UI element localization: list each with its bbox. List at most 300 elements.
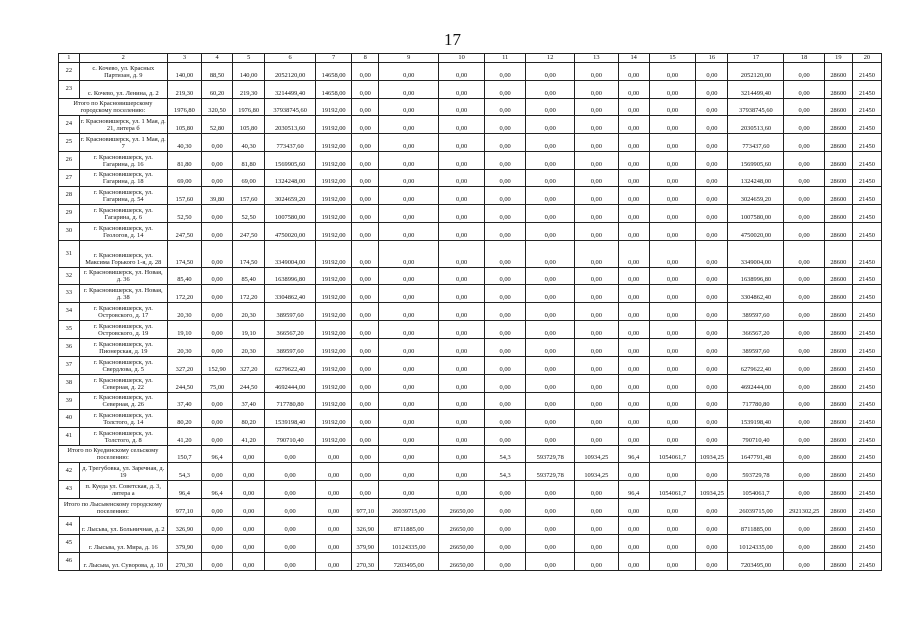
- table-cell: 52,80: [202, 116, 233, 134]
- table-cell: 0,00: [575, 375, 619, 393]
- table-row: [59, 481, 882, 499]
- page-number: 17: [444, 30, 461, 49]
- table-cell: 0,00: [379, 187, 439, 205]
- table-cell: 150,7: [167, 446, 201, 463]
- table-cell: 4692444,00: [265, 375, 316, 393]
- table-cell: 28600: [824, 241, 852, 268]
- table-cell: 0,00: [784, 152, 824, 170]
- table-cell: 0,00: [439, 357, 485, 375]
- table-cell: 0,00: [784, 187, 824, 205]
- table-cell: 0,00: [618, 553, 649, 571]
- address-cell: г. Лысьва, ул. Больничная, д. 2: [79, 517, 167, 535]
- table-cell: 0,00: [618, 285, 649, 303]
- table-cell: 0,00: [649, 463, 696, 481]
- table-cell: 0,00: [575, 170, 619, 187]
- table-cell: 28600: [824, 134, 852, 152]
- table-cell: 3024659,20: [265, 187, 316, 205]
- table-cell: 19192,00: [316, 375, 352, 393]
- table-cell: 593729,78: [526, 463, 575, 481]
- table-cell: 0,00: [784, 205, 824, 223]
- row-number: 22: [59, 63, 80, 81]
- table-cell: 0,00: [379, 205, 439, 223]
- table-cell: 0,00: [484, 428, 525, 446]
- table-cell: 0,00: [649, 535, 696, 553]
- table-cell: 0,00: [696, 152, 728, 170]
- table-cell: 0,00: [379, 357, 439, 375]
- table-cell: 0,00: [649, 553, 696, 571]
- table-cell: 0,00: [649, 517, 696, 535]
- table-cell: 19192,00: [316, 223, 352, 241]
- table-cell: 3349004,00: [728, 241, 784, 268]
- table-cell: 81,80: [167, 152, 201, 170]
- table-row: [59, 116, 882, 134]
- table-cell: 0,00: [526, 303, 575, 321]
- table-cell: 0,00: [352, 187, 379, 205]
- table-cell: 19,10: [233, 321, 265, 339]
- table-row: [59, 170, 882, 187]
- table-cell: 21450: [852, 303, 881, 321]
- address-cell: п. Куеда ул. Советская, д. 3, литера а: [79, 481, 167, 499]
- table-cell: 0,00: [316, 517, 352, 535]
- table-cell: 0,00: [784, 268, 824, 285]
- table-cell: 140,00: [167, 63, 201, 81]
- table-cell: 0,00: [696, 99, 728, 116]
- table-cell: 1539198,40: [728, 410, 784, 428]
- column-header: 18: [784, 54, 824, 63]
- table-cell: 717780,80: [265, 393, 316, 410]
- table-cell: 19192,00: [316, 339, 352, 357]
- address-cell: г. Красновишерск, ул. Свердлова, д. 5: [79, 357, 167, 375]
- table-cell: 52,50: [167, 205, 201, 223]
- table-cell: 0,00: [379, 99, 439, 116]
- table-cell: 26650,00: [439, 553, 485, 571]
- column-header: 1: [59, 54, 80, 63]
- table-cell: 0,00: [316, 463, 352, 481]
- table-cell: 19192,00: [316, 170, 352, 187]
- table-cell: 0,00: [352, 223, 379, 241]
- table-cell: 270,30: [167, 553, 201, 571]
- table-cell: 0,00: [784, 134, 824, 152]
- table-cell: 0,00: [316, 446, 352, 463]
- table-cell: 3214499,40: [265, 81, 316, 99]
- table-cell: 54,3: [167, 463, 201, 481]
- table-cell: 326,90: [167, 517, 201, 535]
- row-number: 27: [59, 170, 80, 187]
- table-cell: 0,00: [379, 410, 439, 428]
- table-cell: 0,00: [526, 170, 575, 187]
- table-cell: 0,00: [649, 134, 696, 152]
- address-cell: г. Красновишерск, ул. Новая, д. 36: [79, 268, 167, 285]
- table-cell: 157,60: [167, 187, 201, 205]
- table-cell: 88,50: [202, 63, 233, 81]
- table-cell: 69,00: [167, 170, 201, 187]
- table-cell: 0,00: [575, 285, 619, 303]
- table-cell: 28600: [824, 303, 852, 321]
- table-cell: 977,10: [352, 499, 379, 517]
- table-cell: 28600: [824, 481, 852, 499]
- table-cell: 0,00: [202, 553, 233, 571]
- table-cell: 247,50: [233, 223, 265, 241]
- table-cell: 0,00: [784, 241, 824, 268]
- table-cell: 1647791,48: [728, 446, 784, 463]
- table-cell: 0,00: [352, 241, 379, 268]
- table-cell: 10934,25: [696, 446, 728, 463]
- table-cell: 0,00: [575, 517, 619, 535]
- table-cell: 0,00: [784, 410, 824, 428]
- table-cell: 0,00: [439, 223, 485, 241]
- table-cell: 21450: [852, 268, 881, 285]
- table-cell: 174,50: [167, 241, 201, 268]
- table-cell: 0,00: [352, 410, 379, 428]
- table-cell: 4750020,00: [265, 223, 316, 241]
- table-cell: 0,00: [696, 223, 728, 241]
- table-cell: 1324248,00: [728, 170, 784, 187]
- table-cell: 0,00: [696, 268, 728, 285]
- table-cell: 26650,00: [439, 535, 485, 553]
- address-cell: г. Красновишерск, ул. Толстого, д. 14: [79, 410, 167, 428]
- table-cell: 0,00: [618, 268, 649, 285]
- table-cell: 21450: [852, 205, 881, 223]
- row-number: 29: [59, 205, 80, 223]
- column-header: 20: [852, 54, 881, 63]
- table-cell: 0,00: [575, 241, 619, 268]
- table-cell: 0,00: [575, 268, 619, 285]
- table-cell: 3349004,00: [265, 241, 316, 268]
- table-cell: 0,00: [784, 463, 824, 481]
- table-cell: 0,00: [439, 393, 485, 410]
- table-row: [59, 81, 882, 99]
- table-cell: 1569905,60: [728, 152, 784, 170]
- table-cell: 0,00: [618, 241, 649, 268]
- table-cell: 0,00: [526, 499, 575, 517]
- table-cell: 10124335,00: [379, 535, 439, 553]
- table-cell: 19192,00: [316, 428, 352, 446]
- table-cell: 40,30: [233, 134, 265, 152]
- table-cell: 0,00: [649, 116, 696, 134]
- column-header: 5: [233, 54, 265, 63]
- table-cell: 2921302,25: [784, 499, 824, 517]
- table-cell: 28600: [824, 223, 852, 241]
- table-cell: 1569905,60: [265, 152, 316, 170]
- table-cell: 0,00: [575, 410, 619, 428]
- table-cell: 0,00: [439, 375, 485, 393]
- table-cell: 28600: [824, 187, 852, 205]
- table-cell: 0,00: [352, 321, 379, 339]
- table-cell: 0,00: [439, 152, 485, 170]
- table-cell: 26039715,00: [728, 499, 784, 517]
- table-cell: 3024659,20: [728, 187, 784, 205]
- table-cell: 717780,80: [728, 393, 784, 410]
- table-cell: 0,00: [484, 285, 525, 303]
- row-number: 38: [59, 375, 80, 393]
- table-cell: 0,00: [696, 285, 728, 303]
- table-cell: 0,00: [265, 535, 316, 553]
- table-cell: 0,00: [696, 553, 728, 571]
- table-cell: 0,00: [439, 63, 485, 81]
- table-cell: 28600: [824, 170, 852, 187]
- table-cell: 0,00: [575, 553, 619, 571]
- table-cell: 37938745,60: [728, 99, 784, 116]
- table-cell: 28600: [824, 116, 852, 134]
- table-cell: 1638996,80: [728, 268, 784, 285]
- table-cell: 0,00: [575, 428, 619, 446]
- table-row: [59, 285, 882, 303]
- table-cell: 0,00: [575, 223, 619, 241]
- table-cell: 96,4: [202, 446, 233, 463]
- table-cell: 0,00: [379, 63, 439, 81]
- address-cell: г. Красновишерск, ул. Северная, д. 22: [79, 375, 167, 393]
- table-cell: 0,00: [696, 463, 728, 481]
- table-cell: 0,00: [696, 428, 728, 446]
- table-row: [59, 241, 882, 268]
- table-cell: 4692444,00: [728, 375, 784, 393]
- table-cell: 96,4: [202, 481, 233, 499]
- table-cell: 28600: [824, 499, 852, 517]
- table-cell: 28600: [824, 357, 852, 375]
- table-cell: 0,00: [618, 99, 649, 116]
- table-cell: 247,50: [167, 223, 201, 241]
- table-row: [59, 553, 882, 571]
- table-cell: 0,00: [439, 285, 485, 303]
- table-cell: 21450: [852, 170, 881, 187]
- data-table: [58, 53, 882, 571]
- table-cell: 0,00: [484, 152, 525, 170]
- table-cell: 0,00: [784, 553, 824, 571]
- table-cell: 0,00: [649, 205, 696, 223]
- table-cell: 0,00: [575, 63, 619, 81]
- table-row: [59, 223, 882, 241]
- address-cell: г. Красновишерск, ул. 1 Мая, д. 21, литера б: [79, 116, 167, 134]
- table-cell: 0,00: [526, 357, 575, 375]
- table-cell: 0,00: [575, 81, 619, 99]
- table-row: [59, 339, 882, 357]
- table-cell: 28600: [824, 517, 852, 535]
- table-row: [59, 428, 882, 446]
- table-cell: 0,00: [202, 428, 233, 446]
- table-cell: 0,00: [618, 303, 649, 321]
- table-cell: 54,3: [484, 463, 525, 481]
- table-cell: 28600: [824, 393, 852, 410]
- table-cell: 0,00: [649, 99, 696, 116]
- table-cell: 1976,80: [167, 99, 201, 116]
- table-cell: 7203495,00: [379, 553, 439, 571]
- table-cell: 0,00: [233, 463, 265, 481]
- table-cell: 0,00: [379, 152, 439, 170]
- column-header: 19: [824, 54, 852, 63]
- table-row: [59, 357, 882, 375]
- table-cell: 105,80: [167, 116, 201, 134]
- table-cell: 80,20: [233, 410, 265, 428]
- table-row: [59, 375, 882, 393]
- table-cell: 0,00: [484, 393, 525, 410]
- table-cell: 244,50: [167, 375, 201, 393]
- table-cell: 52,50: [233, 205, 265, 223]
- table-cell: 0,00: [526, 116, 575, 134]
- row-number: 23: [59, 81, 80, 99]
- table-cell: 0,00: [379, 446, 439, 463]
- table-cell: 81,80: [233, 152, 265, 170]
- table-cell: 21450: [852, 463, 881, 481]
- table-cell: 0,00: [352, 285, 379, 303]
- table-cell: 0,00: [202, 517, 233, 535]
- table-cell: 172,20: [233, 285, 265, 303]
- table-cell: 0,00: [439, 170, 485, 187]
- row-number: 32: [59, 268, 80, 285]
- subtotal-label: Итого по Куединскому сельскому поселению:: [59, 446, 168, 463]
- table-cell: 0,00: [696, 499, 728, 517]
- table-cell: 41,20: [167, 428, 201, 446]
- row-number: 34: [59, 303, 80, 321]
- table-cell: 0,00: [649, 170, 696, 187]
- row-number: 33: [59, 285, 80, 303]
- table-cell: 1054061,7: [649, 481, 696, 499]
- table-cell: 0,00: [649, 81, 696, 99]
- table-cell: 0,00: [202, 303, 233, 321]
- table-cell: 0,00: [696, 517, 728, 535]
- table-cell: 366567,20: [265, 321, 316, 339]
- table-cell: 790710,40: [728, 428, 784, 446]
- table-cell: 0,00: [696, 375, 728, 393]
- column-header: 15: [649, 54, 696, 63]
- table-cell: 0,00: [439, 187, 485, 205]
- table-cell: 19192,00: [316, 116, 352, 134]
- table-cell: 96,4: [167, 481, 201, 499]
- row-number: 41: [59, 428, 80, 446]
- table-cell: 773437,60: [265, 134, 316, 152]
- table-cell: 0,00: [484, 241, 525, 268]
- table-cell: 0,00: [575, 99, 619, 116]
- table-row: [59, 187, 882, 205]
- table-cell: 0,00: [649, 393, 696, 410]
- table-cell: 21450: [852, 285, 881, 303]
- table-cell: 39,80: [202, 187, 233, 205]
- table-cell: 0,00: [526, 321, 575, 339]
- table-cell: 0,00: [526, 152, 575, 170]
- table-cell: 0,00: [352, 81, 379, 99]
- table-cell: 0,00: [352, 357, 379, 375]
- table-cell: 0,00: [352, 205, 379, 223]
- table-cell: 0,00: [233, 499, 265, 517]
- table-cell: 0,00: [618, 428, 649, 446]
- table-cell: 0,00: [379, 285, 439, 303]
- table-cell: 0,00: [484, 553, 525, 571]
- table-cell: 0,00: [696, 357, 728, 375]
- row-number: 35: [59, 321, 80, 339]
- table-cell: 19192,00: [316, 99, 352, 116]
- table-cell: 0,00: [352, 463, 379, 481]
- table-cell: 0,00: [202, 463, 233, 481]
- table-cell: 0,00: [484, 99, 525, 116]
- table-cell: 0,00: [439, 303, 485, 321]
- table-cell: 19192,00: [316, 410, 352, 428]
- column-header: 3: [167, 54, 201, 63]
- table-cell: 174,50: [233, 241, 265, 268]
- table-cell: 0,00: [696, 339, 728, 357]
- table-cell: 0,00: [352, 375, 379, 393]
- address-cell: г. Красновишерск, ул. Островского, д. 19: [79, 321, 167, 339]
- table-cell: 28600: [824, 63, 852, 81]
- table-cell: 0,00: [484, 375, 525, 393]
- table-cell: 0,00: [526, 268, 575, 285]
- table-cell: 85,40: [167, 268, 201, 285]
- table-cell: 0,00: [784, 116, 824, 134]
- table-cell: 2052120,00: [265, 63, 316, 81]
- table-cell: 0,00: [265, 446, 316, 463]
- table-cell: 366567,20: [728, 321, 784, 339]
- table-cell: 0,00: [649, 63, 696, 81]
- table-cell: 28600: [824, 535, 852, 553]
- table-cell: 0,00: [526, 410, 575, 428]
- table-cell: 0,00: [484, 303, 525, 321]
- table-cell: 0,00: [202, 339, 233, 357]
- table-cell: 0,00: [352, 303, 379, 321]
- table-cell: 21450: [852, 321, 881, 339]
- table-cell: 0,00: [526, 393, 575, 410]
- table-cell: 6279622,40: [265, 357, 316, 375]
- table-cell: 593729,78: [526, 446, 575, 463]
- table-cell: 0,00: [649, 152, 696, 170]
- table-cell: 54,3: [484, 446, 525, 463]
- column-header: 4: [202, 54, 233, 63]
- table-cell: 0,00: [784, 63, 824, 81]
- address-cell: с. Кочево, ул. Ленина, д. 2: [79, 81, 167, 99]
- table-cell: 21450: [852, 410, 881, 428]
- table-cell: 28600: [824, 428, 852, 446]
- table-cell: 1976,80: [233, 99, 265, 116]
- table-cell: 20,30: [233, 303, 265, 321]
- table-cell: 0,00: [379, 339, 439, 357]
- table-cell: 1054061,7: [649, 446, 696, 463]
- address-cell: с. Кочево, ул. Красных Партизан, д. 9: [79, 63, 167, 81]
- table-cell: 3304862,40: [728, 285, 784, 303]
- table-cell: 0,00: [575, 499, 619, 517]
- row-number: 30: [59, 223, 80, 241]
- table-cell: 0,00: [526, 223, 575, 241]
- address-cell: г. Красновишерск, ул. Пионерская, д. 19: [79, 339, 167, 357]
- table-cell: 21450: [852, 223, 881, 241]
- table-cell: 0,00: [379, 321, 439, 339]
- table-cell: 0,00: [649, 285, 696, 303]
- row-number: 39: [59, 393, 80, 410]
- table-cell: 0,00: [618, 410, 649, 428]
- table-cell: 0,00: [439, 321, 485, 339]
- table-cell: 0,00: [379, 375, 439, 393]
- table-cell: 0,00: [575, 535, 619, 553]
- table-cell: 0,00: [649, 339, 696, 357]
- table-cell: 0,00: [484, 205, 525, 223]
- table-cell: 0,00: [439, 339, 485, 357]
- table-cell: 0,00: [649, 499, 696, 517]
- table-cell: 40,30: [167, 134, 201, 152]
- table-cell: 19192,00: [316, 393, 352, 410]
- table-cell: 0,00: [202, 285, 233, 303]
- address-cell: г. Красновишерск, ул. Гагарина, д. 16: [79, 152, 167, 170]
- column-header: 8: [352, 54, 379, 63]
- table-cell: 8711885,00: [379, 517, 439, 535]
- address-cell: г. Красновишерск, ул. 1 Мая, д. 7: [79, 134, 167, 152]
- table-cell: 1638996,80: [265, 268, 316, 285]
- table-cell: 28600: [824, 268, 852, 285]
- table-cell: 28600: [824, 410, 852, 428]
- table-cell: 593729,78: [728, 463, 784, 481]
- table-cell: 219,30: [233, 81, 265, 99]
- table-cell: 0,00: [526, 517, 575, 535]
- table-cell: 0,00: [352, 116, 379, 134]
- address-cell: г. Красновишерск, ул. Островского, д. 17: [79, 303, 167, 321]
- table-cell: 0,00: [618, 223, 649, 241]
- table-cell: 60,20: [202, 81, 233, 99]
- table-cell: 0,00: [784, 223, 824, 241]
